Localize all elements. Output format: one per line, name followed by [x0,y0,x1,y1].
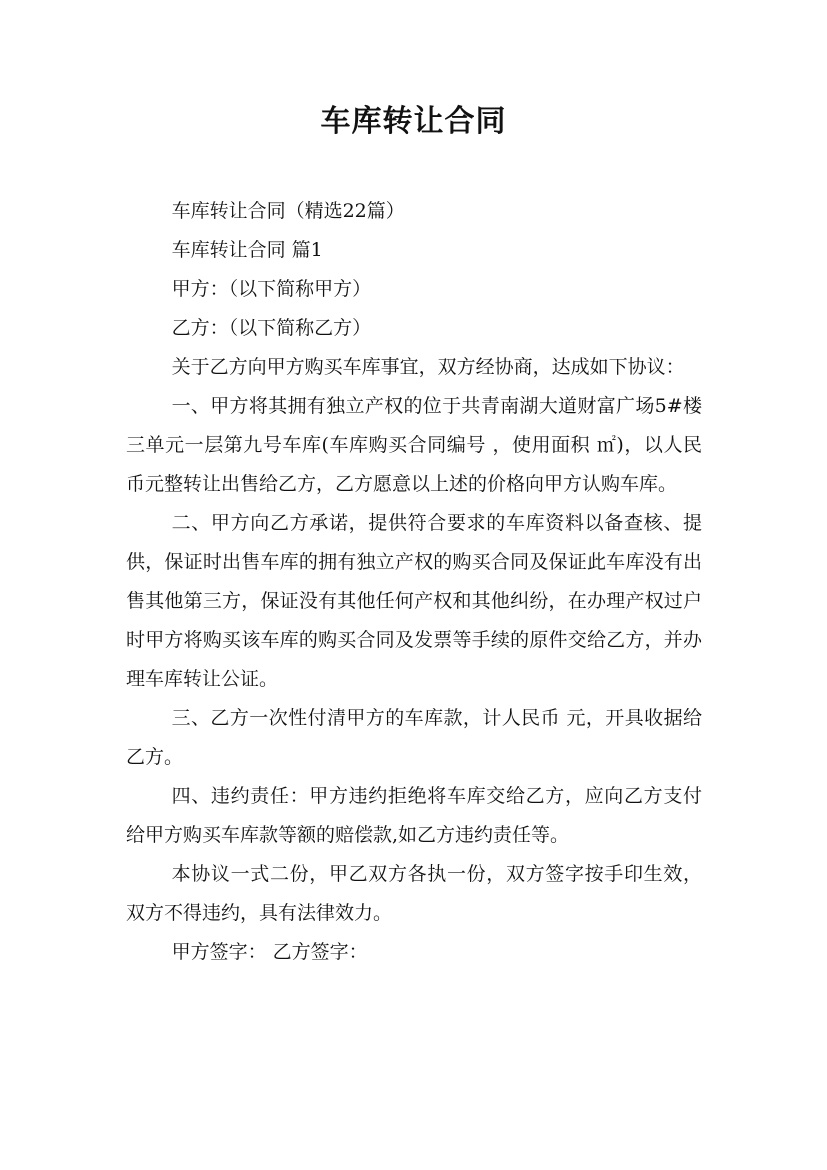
paragraph-effectiveness: 本协议一式二份，甲乙双方各执一份，双方签字按手印生效，双方不得违约，具有法律效力。 [126,863,702,924]
paragraph-clause-4: 四、违约责任：甲方违约拒绝将车库交给乙方，应向乙方支付给甲方购买车库款等额的赔偿款,如乙方违约责任等。 [126,785,702,846]
paragraph-clause-3: 三、乙方一次性付清甲方的车库款，计人民币 元，开具收据给乙方。 [126,707,702,768]
paragraph-clause-2: 二、甲方向乙方承诺，提供符合要求的车库资料以备查核、提供，保证时出售车库的拥有独立产权的购买合同及保证此车库没有出售其他第三方，保证没有其他任何产权和其他纠纷，在办理产权过户时甲方将购买该车库的购买合同及发票等手续的原件交给乙方，并办理车库转让公证。 [126,512,702,690]
paragraph-signatures: 甲方签字： 乙方签字： [171,941,368,963]
paragraph-section-heading: 车库转让合同 篇1 [171,239,323,261]
paragraph-party-a: 甲方：（以下简称甲方） [171,278,372,300]
paragraph-subtitle: 车库转让合同（精选22篇） [171,200,405,222]
paragraph-clause-1: 一、甲方将其拥有独立产权的位于共青南湖大道财富广场5#楼三单元一层第九号车库(车库购买合同编号 ，使用面积 ㎡)，以人民币元整转让出售给乙方，乙方愿意以上述的价格向甲方认购车库。 [126,395,702,495]
paragraph-intro: 关于乙方向甲方购买车库事宜，双方经协商，达成如下协议： [171,356,685,378]
paragraph-party-b: 乙方：（以下简称乙方） [171,317,372,339]
document-body [126,192,702,972]
document-title: 车库转让合同 [320,104,507,139]
